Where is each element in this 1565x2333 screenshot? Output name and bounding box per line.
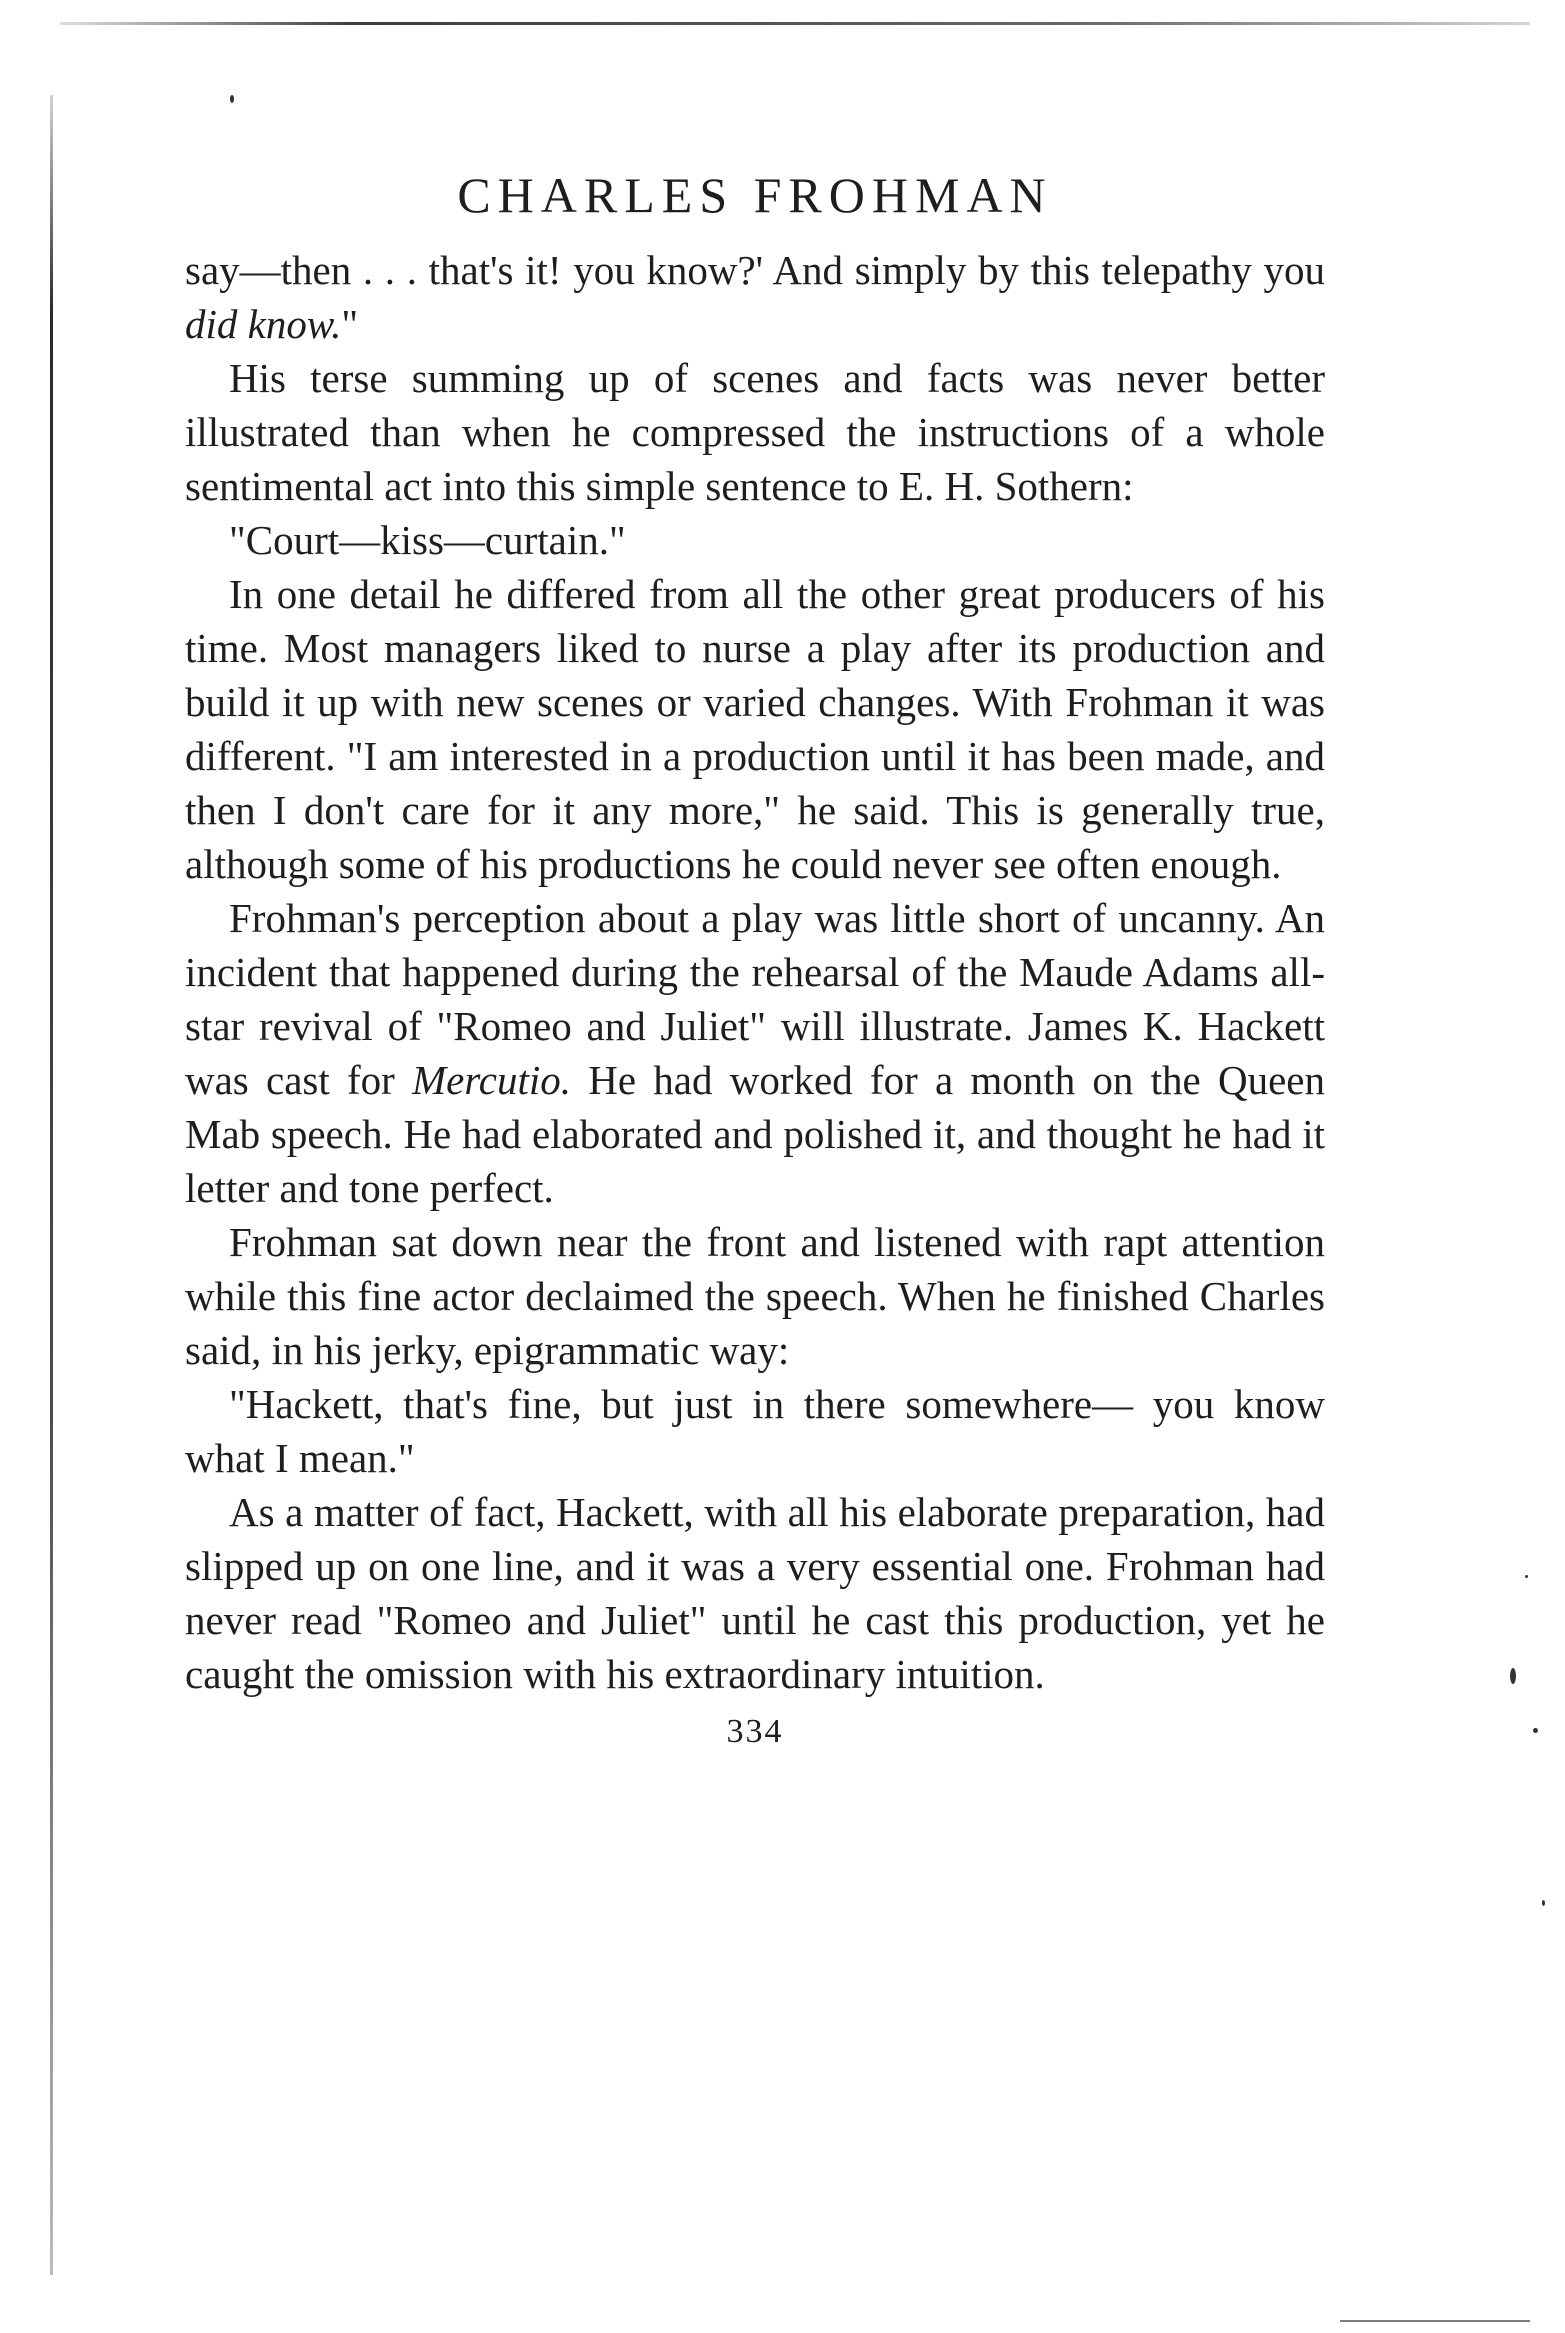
paragraph-3: "Court—kiss—curtain." (229, 517, 626, 563)
paragraph-1 (185, 243, 1325, 351)
scan-speck (1542, 1900, 1545, 1906)
page-number: 334 (726, 1713, 784, 1750)
body-text (185, 243, 1325, 1701)
paragraph-5-italic: Mercutio. (412, 1057, 572, 1103)
paragraph-4: In one detail he differed from all the other great producers of his time. Most managers liked to nurse a play after its production and build it up with new scenes or varied changes. With Frohman it was different. "I am interested in a production until it has been made, and then I don't care for it any more," he said. This is generally true, although some of his productions he could never see often enough. (185, 571, 1325, 887)
scan-edge-bottom (1340, 2320, 1530, 2322)
paragraph-5 (185, 891, 1325, 1215)
paragraph-5-text-a: Frohman's perception about a play was little short of uncanny. An incident that happened during the rehearsal of the Maude Adams all-star revival of "Romeo and Juliet" will illustrate. James K. Hackett was cast for (185, 895, 1325, 1103)
scan-speck (1510, 1668, 1516, 1684)
scan-edge-left (50, 95, 53, 2275)
paragraph-5-text-b: He had worked for a month on the Queen Mab speech. He had elaborated and polished it, and thought he had it letter and tone perfect. (185, 1057, 1325, 1211)
paragraph-2: His terse summing up of scenes and facts was never better illustrated than when he compressed the instructions of a whole sentimental act into this simple sentence to E. H. Sothern: (185, 355, 1325, 509)
scan-speck (1525, 1575, 1528, 1578)
paragraph-8: As a matter of fact, Hackett, with all his elaborate preparation, had slipped up on one line, and it was a very essential one. Frohman had never read "Romeo and Juliet" until he cast this production, yet he caught the omission with his extraordinary intuition. (185, 1489, 1325, 1697)
paragraph-6: Frohman sat down near the front and listened with rapt attention while this fine actor declaimed the speech. When he finished Charles said, in his jerky, epigrammatic way: (185, 1219, 1325, 1373)
scan-speck (230, 95, 234, 103)
paragraph-1-italic: did know. (185, 301, 342, 347)
paragraph-7: "Hackett, that's fine, but just in there somewhere— you know what I mean." (185, 1381, 1325, 1481)
paragraph-1-close-quote: " (341, 301, 359, 347)
paragraph-1-text: say—then . . . that's it! you know?' And simply by this telepathy you (185, 247, 1325, 293)
book-page (185, 165, 1325, 1751)
scan-edge-top (60, 22, 1530, 25)
scan-speck (1533, 1728, 1538, 1733)
running-title: CHARLES FROHMAN (457, 167, 1053, 223)
